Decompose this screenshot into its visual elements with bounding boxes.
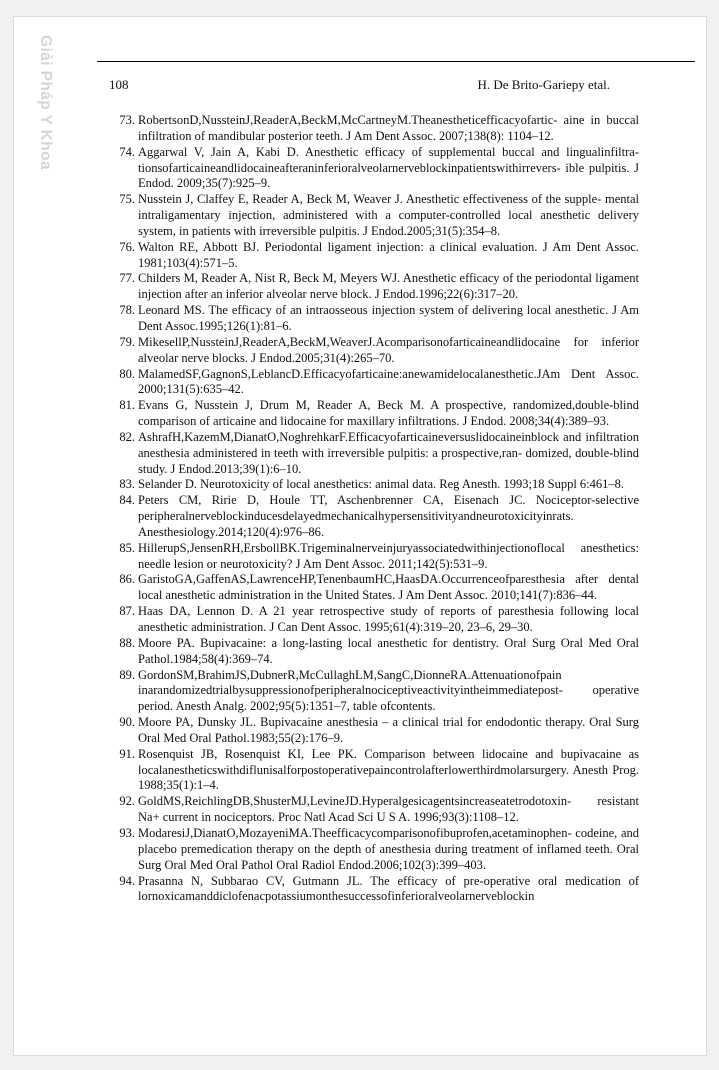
reference-item	[109, 715, 639, 747]
reference-text: Nusstein J, Claffey E, Reader A, Beck M, Weaver J. Anesthetic effectiveness of the supple- mental intraligamentary injection, administered with a computer-controlled local anesthetic delivery system, in patients with irreversible pulpitis. J Endod.2005;31(5):354–8.	[138, 192, 639, 238]
reference-item	[109, 794, 639, 826]
reference-item	[109, 145, 639, 193]
reference-text: Moore PA. Bupivacaine: a long-lasting local anesthetic for dentistry. Oral Surg Oral Med Oral Pathol.1984;58(4):369–74.	[138, 635, 639, 666]
reference-number: 91.	[119, 746, 135, 761]
reference-number: 83.	[119, 477, 135, 492]
reference-item	[109, 747, 639, 795]
reference-number: 78.	[119, 303, 135, 318]
reference-item	[109, 874, 639, 906]
reference-text: MikesellP,NussteinJ,ReaderA,BeckM,WeaverJ.Acomparisonofarticaineandlidocaine for inferior alveolar nerve blocks. J Endod.2005;31(4):265–70.	[138, 334, 639, 365]
reference-text: HillerupS,JensenRH,ErsbollBK.Trigeminalnerveinjuryassociatedwithinjectionoflocal anesthetics: needle lesion or neurotoxicity? J Am Dent Assoc. 2011;142(5):531–9.	[138, 540, 639, 571]
reference-text: Selander D. Neurotoxicity of local anesthetics: animal data. Reg Anesth. 1993;18 Suppl 6:461–8.	[138, 477, 625, 492]
reference-item	[109, 541, 639, 573]
page-number: 108	[109, 77, 129, 92]
running-head: H. De Brito-Gariepy etal.	[477, 77, 610, 92]
document-page	[13, 16, 707, 1056]
reference-item	[109, 303, 639, 335]
reference-number: 75.	[119, 192, 135, 207]
reference-text: Walton RE, Abbott BJ. Periodontal ligament injection: a clinical evaluation. J Am Dent Assoc. 1981;103(4):571–5.	[138, 239, 639, 270]
reference-item	[109, 113, 639, 145]
reference-item	[109, 271, 639, 303]
reference-item	[109, 192, 639, 240]
reference-number: 87.	[119, 604, 135, 619]
reference-item	[109, 398, 639, 430]
reference-number: 81.	[119, 398, 135, 413]
reference-number: 93.	[119, 825, 135, 840]
reference-number: 88.	[119, 635, 135, 650]
reference-item	[109, 668, 639, 716]
reference-text: Rosenquist JB, Rosenquist KI, Lee PK. Comparison between lidocaine and bupivacaine as localanestheticswithdiflunisalforpostoperativepaincontrolafterlowerthirdmolarsurgery. Anesth Prog. 1988;35(1):1–4.	[138, 746, 639, 793]
reference-text: GordonSM,BrahimJS,DubnerR,McCullaghLM,SangC,DionneRA.Attenuationofpain inarandomizedtrialbysuppressionofperipheralnociceptiveactivityintheimmediatepost- operative period. Anesth Analg. 2002;95(5):1351–7, table ofcontents.	[138, 667, 639, 714]
header-rule	[97, 61, 695, 62]
watermark: Giải Pháp Y Khoa	[37, 35, 54, 171]
reference-text: Evans G, Nusstein J, Drum M, Reader A, Beck M. A prospective, randomized,double-blind comparison of articaine and lidocaine for maxillary infiltrations. J Endod. 2008;34(4):389–93.	[138, 398, 639, 429]
reference-text: ModaresiJ,DianatO,MozayeniMA.Theefficacycomparisonofibuprofen,acetaminophen- codeine, and placebo premedication therapy on the depth of anesthesia during treatment of inflamed teeth. Oral Surg Oral Med Oral Pathol Oral Radiol Endod.2006;102(3):399–403.	[138, 825, 639, 872]
reference-number: 84.	[119, 493, 135, 508]
reference-text: Prasanna N, Subbarao CV, Gutmann JL. The efficacy of pre-operative oral medication of lornoxicamanddiclofenacpotassiumonthesuccessofinferioralveolarnerveblockin	[138, 873, 639, 904]
reference-number: 76.	[119, 239, 135, 254]
reference-item	[109, 636, 639, 668]
reference-number: 85.	[119, 540, 135, 555]
reference-list	[109, 113, 639, 905]
reference-number: 86.	[119, 572, 135, 587]
reference-item	[109, 826, 639, 874]
reference-item	[109, 572, 639, 604]
reference-text: Aggarwal V, Jain A, Kabi D. Anesthetic efficacy of supplemental buccal and lingualinfiltra- tionsofarticaineandlidocaineafteraninferioralveolarnerveblockinpatientswithirrevers- ible pulpitis. J Endod. 2009;35(7):925–9.	[138, 144, 639, 191]
reference-item	[109, 430, 639, 478]
reference-number: 79.	[119, 334, 135, 349]
reference-item	[109, 335, 639, 367]
reference-text: MalamedSF,GagnonS,LeblancD.Efficacyofarticaine:anewamidelocalanesthetic.JAm Dent Assoc. 2000;131(5):635–42.	[138, 366, 639, 397]
reference-text: GoldMS,ReichlingDB,ShusterMJ,LevineJD.Hyperalgesicagentsincreaseatetrodotoxin- resistant Na+ current in nociceptors. Proc Natl Acad Sci U S A. 1996;93(3):1108–12.	[138, 794, 639, 825]
reference-text: Childers M, Reader A, Nist R, Beck M, Meyers WJ. Anesthetic efficacy of the periodontal ligament injection after an inferior alveolar nerve block. J Endod.1996;22(6):317–20.	[138, 271, 639, 302]
reference-number: 89.	[119, 667, 135, 682]
reference-number: 92.	[119, 794, 135, 809]
reference-item	[109, 240, 639, 272]
reference-item	[109, 604, 639, 636]
reference-text: RobertsonD,NussteinJ,ReaderA,BeckM,McCartneyM.Theanestheticefficacyofartic- aine in buccal infiltration of mandibular posterior teeth. J Am Dent Assoc. 2007;138(8): 1104–12.	[138, 113, 639, 143]
reference-item	[109, 477, 639, 493]
reference-number: 82.	[119, 429, 135, 444]
reference-item	[109, 493, 639, 541]
reference-text: GaristoGA,GaffenAS,LawrenceHP,TenenbaumHC,HaasDA.Occurrenceofparesthesia after dental local anesthetic administration in the United States. J Am Dent Assoc. 2010;141(7):836–44.	[138, 572, 639, 603]
reference-text: Moore PA, Dunsky JL. Bupivacaine anesthesia – a clinical trial for endodontic therapy. Oral Surg Oral Med Oral Pathol.1983;55(2):176–9.	[138, 715, 639, 745]
reference-number: 77.	[119, 271, 135, 286]
reference-text: Leonard MS. The efficacy of an intraosseous injection system of delivering local anesthetic. J Am Dent Assoc.1995;126(1):81–6.	[138, 303, 639, 333]
reference-text: Haas DA, Lennon D. A 21 year retrospective study of reports of paresthesia following local anesthetic administration. J Can Dent Assoc. 1995;61(4):319–20, 23–6, 29–30.	[138, 604, 639, 634]
reference-text: Peters CM, Ririe D, Houle TT, Aschenbrenner CA, Eisenach JC. Nociceptor-selective peripheralnerveblockinducesdelayedmechanicalhypersensitivityandneurotoxicityinrats. Anesthesiology.2014;120(4):976–86.	[138, 493, 639, 539]
reference-number: 74.	[119, 144, 135, 159]
reference-number: 94.	[119, 873, 135, 888]
reference-number: 73.	[119, 113, 135, 127]
reference-text: AshrafH,KazemM,DianatO,NoghrehkarF.Efficacyofarticaineversuslidocaineinblock and infiltration anesthesia administered in teeth with irreversible pulpitis: a prospective,ran- domized, double-blind study. J Endod.2013;39(1):6–10.	[138, 429, 639, 476]
reference-number: 90.	[119, 715, 135, 730]
reference-number: 80.	[119, 366, 135, 381]
reference-item	[109, 367, 639, 399]
